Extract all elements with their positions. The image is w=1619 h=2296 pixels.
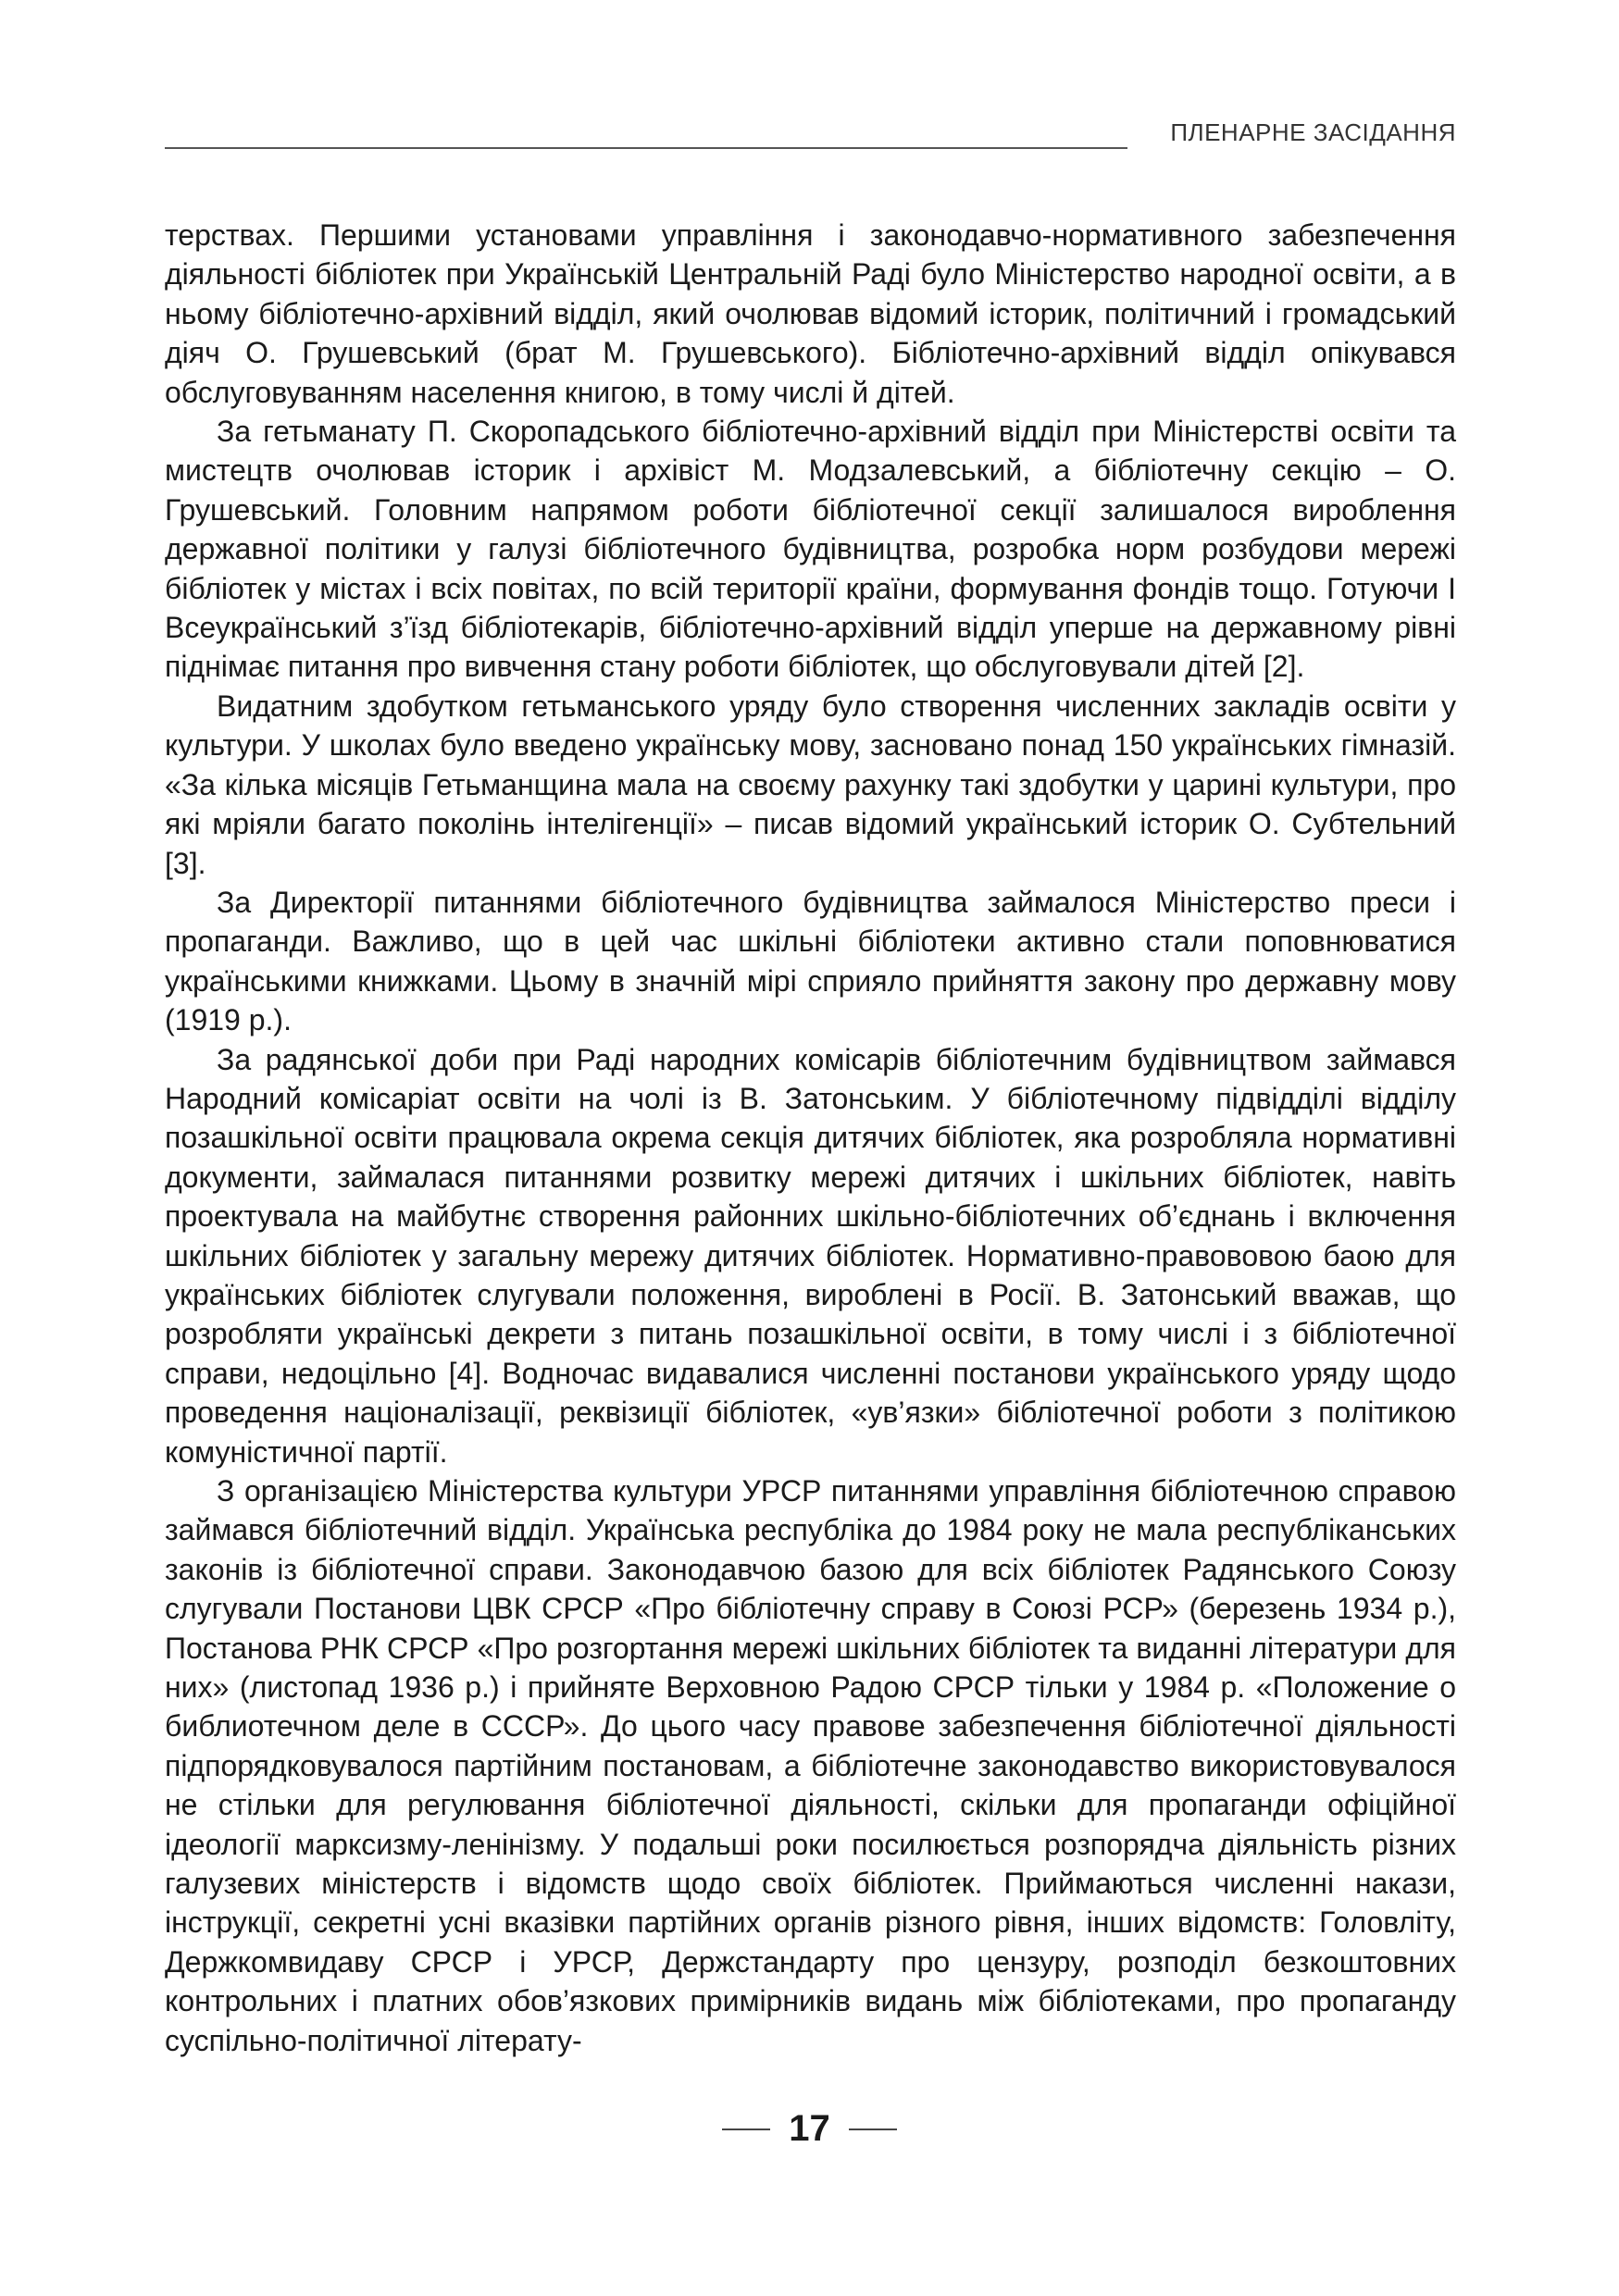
page-number: 17 bbox=[789, 2108, 830, 2149]
footer-dash-right bbox=[849, 2128, 897, 2130]
paragraph-ministry-of-culture: З організацією Міністерства культури УРСР питаннями управління бібліотечною справою займався бібліотечний відділ. Українська республіка до 1984 року не мала республіканських законів із бібліотечної справи. Законодавчою базою для всіх бібліотек Радянського Союзу слугували Постанови ЦВК СРСР «Про бібліотечну справу в Союзі РСР» (березень 1934 р.), Постанова РНК СРСР «Про розгортання мережі шкільних бібліотек та виданні літератури для них» (листопад 1936 р.) і прийняте Верховною Радою СРСР тільки у 1984 р. «Положение о библиотечном деле в СССР». До цього часу правове забезпечення бібліотечної діяльності підпорядковувалося партійним постановам, а бібліотечне законодавство використовувалося не стільки для регулювання бібліотечної діяльності, скільки для пропаганди офіційної ідеології марксизму-ленінізму. У подальші роки посилюється розпорядча діяльність різних галузевих міністерств і відомств щодо своїх бібліотек. Приймаються численні накази, інструкції, секретні усні вказівки партійних органів різного рівня, інших відомств: Головліту, Держкомвидаву СРСР і УРСР, Держстандарту про цензуру, розподіл безкоштовних контрольних і платних обов’язкових примірників видань між бібліотеками, про пропаганду суспільно-політичної літерату- bbox=[165, 1474, 1456, 2057]
paragraph-directory: За Директорії питаннями бібліотечного будівництва займалося Міністерство преси і пропаганди. Важливо, що в цей час шкільні бібліотеки активно стали поповнюватися українськими книжками. Цьому в значній мірі сприяло прийняття закону про державну мову (1919 р.). bbox=[165, 885, 1456, 1037]
footer-dash-left bbox=[722, 2128, 770, 2130]
running-header bbox=[165, 118, 1456, 155]
page-footer bbox=[0, 2108, 1619, 2154]
header-rule bbox=[165, 147, 1127, 149]
paragraph-soviet-era: За радянської доби при Раді народних комісарів бібліотечним будівництвом займався Народний комісаріат освіти на чолі із В. Затонським. У бібліотечному підвідділі відділу позашкільної освіти працювала окрема секція дитячих бібліотек, яка розробляла нормативні документи, займалася питаннями розвитку мережі дитячих і шкільних бібліотек, навіть проектувала на майбутнє створення районних шкільно-бібліотечних об’єднань і включення шкільних бібліотек у загальну мережу дитячих бібліотек. Нормативно-правововою баою для українських бібліотек слугували положення, вироблені в Росії. В. Затонський вважав, що розробляти українські декрети з питань позашкільної освіти, в тому числі і з бібліотечної справи, недоцільно [4]. Водночас видавалися численні постанови українського уряду щодо проведення націоналізації, реквізиції бібліотек, «ув’язки» бібліотечної роботи з політикою комуністичної партії. bbox=[165, 1042, 1456, 1469]
section-title: ПЛЕНАРНЕ ЗАСІДАННЯ bbox=[1170, 118, 1456, 146]
paragraph-hetman-government: Видатним здобутком гетьманського уряду було створення численних закладів освіти у культури. У школах було введено українську мову, засновано понад 150 українських гімназій. «За кілька місяців Гетьманщина мала на своєму рахунку такі здобутки у царині культури, про які мріяли багато поколінь інтелігенції» – писав відомий український історик О. Субтельний [3]. bbox=[165, 689, 1456, 880]
body-text bbox=[165, 216, 1456, 2060]
paragraph-hetmanate: За гетьманату П. Скоропадського бібліотечно-архівний відділ при Міністерстві освіти та мистецтв очолював історик і архівіст М. Модзалевський, а бібліотечну секцію – О. Грушевський. Головним напрямом роботи бібліотечної секції залишалося вироблення державної політики у галузі бібліотечного будівництва, розробка норм розбудови мережі бібліотек у містах і всіх повітах, по всій території країни, формування фондів тощо. Готуючи І Всеукраїнський з’їзд бібліотекарів, бібліотечно-архівний відділ уперше на державному рівні піднімає питання про вивчення стану роботи бібліотек, що обслуговували дітей [2]. bbox=[165, 415, 1456, 684]
paragraph-continuation: терствах. Першими установами управління і законодавчо-нормативного забезпечення діяльності бібліотек при Українській Центральній Раді було Міністерство народної освіти, а в ньому бібліотечно-архівний відділ, який очолював відомий історик, політичний і громадський діяч О. Грушевський (брат М. Грушевського). Бібліотечно-архівний відділ опікувався обслуговуванням населення книгою, в тому числі й дітей. bbox=[165, 218, 1456, 409]
